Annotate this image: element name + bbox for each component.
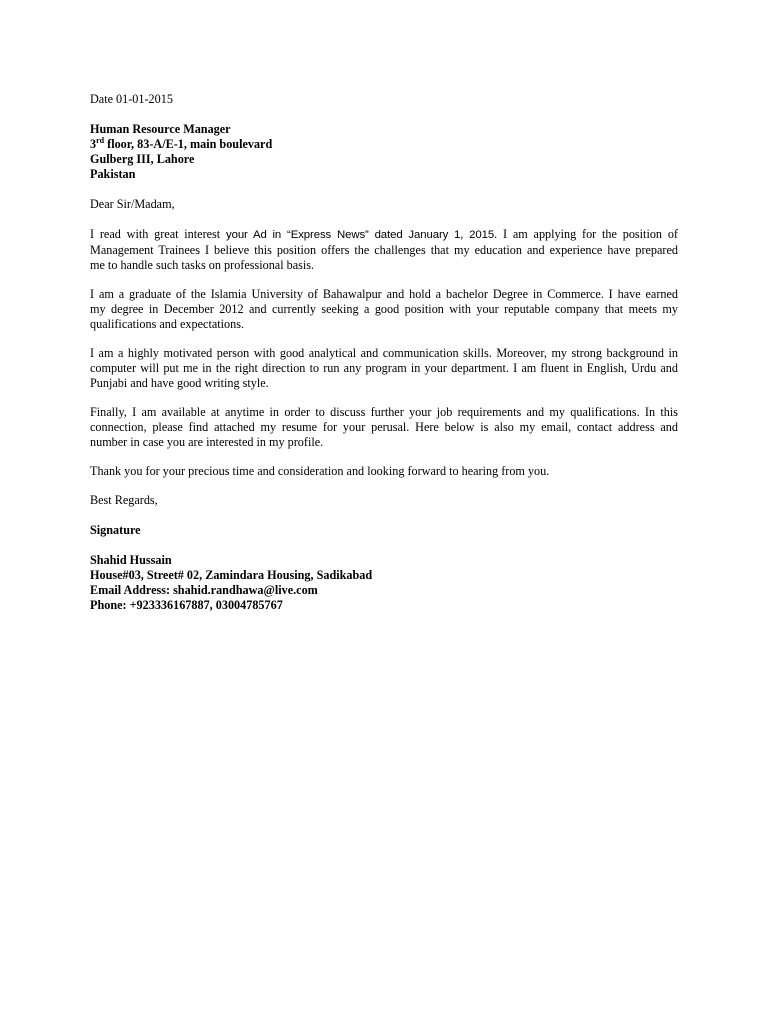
paragraph-5-line-1: Thank you for your precious time and consideration and looking forward to hearing from you.	[90, 464, 550, 478]
paragraph-1	[90, 227, 678, 273]
recipient-address-line3: Pakistan	[90, 167, 136, 181]
paragraph-5	[90, 464, 678, 479]
paragraph-4-line-1: Finally, I am available at anytime in order to discuss further your job requirements and my qualifications. In this	[90, 405, 678, 419]
paragraph-4-line-2: connection, please find attached my resume for your perusal. Here below is also my email, contact address and	[90, 420, 678, 434]
floor-suffix: rd	[96, 135, 105, 145]
sender-name: Shahid Hussain	[90, 553, 172, 567]
paragraph-3-line-3: Punjabi and have good writing style.	[90, 376, 269, 390]
paragraph-3-line-1: I am a highly motivated person with good analytical and communication skills. Moreover, my strong background in	[90, 346, 678, 360]
letter-body	[90, 92, 678, 613]
paragraph-4-line-3: number in case you are interested in my profile.	[90, 435, 324, 449]
paragraph-3-line-2: computer will put me in the right direction to run any program in your department. I am fluent in English, Urdu and	[90, 361, 678, 375]
paragraph-2-line-2: my degree in December 2012 and currently seeking a good position with your reputable company that meets my	[90, 302, 678, 316]
floor-number: 3	[90, 137, 97, 151]
recipient-title: Human Resource Manager	[90, 122, 231, 136]
sender-phone: Phone: +923336167887, 03004785767	[90, 598, 283, 612]
paragraph-1-line-1	[90, 227, 678, 243]
recipient-address	[90, 122, 678, 182]
paragraph-1-text-a: I read with great interest	[90, 227, 226, 241]
recipient-address-line1	[90, 137, 678, 152]
salutation: Dear Sir/Madam,	[90, 197, 175, 211]
paragraph-2-line-1: I am a graduate of the Islamia University of Bahawalpur and hold a bachelor Degree in Commerce. I have earned	[90, 287, 678, 301]
paragraph-2-line-3: qualifications and expectations.	[90, 317, 244, 331]
paragraph-3	[90, 346, 678, 391]
closing: Best Regards,	[90, 493, 158, 507]
sender-email: Email Address: shahid.randhawa@live.com	[90, 583, 318, 597]
paragraph-2	[90, 287, 678, 332]
paragraph-1-line-3: me to handle such tasks on professional basis.	[90, 258, 315, 272]
paragraph-1-line-2: Management Trainees I believe this position offers the challenges that my education and experience have prepared	[90, 243, 678, 257]
paragraph-1-ad-reference: your Ad in “Express News” dated January 1, 2015	[225, 229, 495, 241]
paragraph-1-text-c: . I am applying for the position of	[494, 227, 678, 241]
letter-date: Date 01-01-2015	[90, 92, 173, 106]
sender-details	[90, 553, 678, 613]
sender-address: House#03, Street# 02, Zamindara Housing, Sadikabad	[90, 568, 373, 582]
signature-label: Signature	[90, 523, 141, 537]
address-line1-rest: floor, 83-A/E-1, main boulevard	[104, 137, 273, 151]
paragraph-4	[90, 405, 678, 450]
recipient-address-line2: Gulberg III, Lahore	[90, 152, 195, 166]
